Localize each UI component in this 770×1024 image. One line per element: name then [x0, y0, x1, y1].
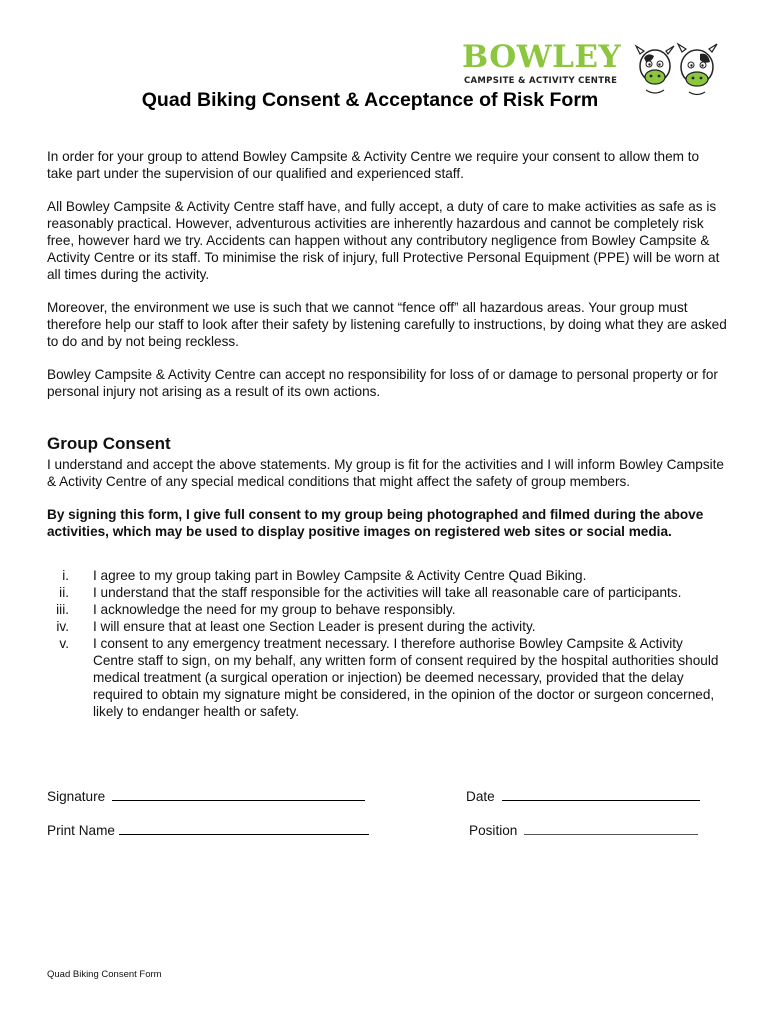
responsibility-paragraph: Bowley Campsite & Activity Centre can accept no responsibility for loss of or damage to personal property or for personal injury not arising as a result of its own actions. [47, 367, 718, 399]
duty-of-care-paragraph: All Bowley Campsite & Activity Centre staff have, and fully accept, a duty of care to make activities as safe as is reasonably practical. However, adventurous activities are inherently hazardous and cannot be completely risk free, however hard we try. Accidents can happen without any contributory negligence from Bowley Campsite & Activity Centre or its staff. To minimise the risk of injury, full Protective Personal Equipment (PPE) will be worn at all times during the activity. [47, 199, 720, 282]
page-footer: Quad Biking Consent Form [47, 969, 162, 980]
signature-field [47, 786, 365, 804]
logo-wordmark: BOWLEY [462, 39, 622, 75]
list-item-text: I acknowledge the need for my group to behave responsibly. [93, 602, 456, 617]
print-name-label: Print Name [47, 823, 115, 838]
date-label: Date [466, 789, 495, 804]
page-title: Quad Biking Consent & Acceptance of Risk Form [141, 89, 599, 111]
list-item [47, 584, 727, 601]
group-consent-heading: Group Consent [47, 434, 171, 453]
list-item [47, 601, 727, 618]
intro-paragraph: In order for your group to attend Bowley Campsite & Activity Centre we require your consent to allow them to take part under the supervision of our qualified and experienced staff. [47, 149, 700, 181]
list-item [47, 567, 727, 584]
environment-paragraph: Moreover, the environment we use is such that we cannot “fence off” all hazardous areas. Your group must therefore help our staff to look after their safety by listening carefully to instructions, by doing what they are asked to do and by not being reckless. [47, 300, 727, 349]
list-item [47, 635, 727, 720]
list-item-text: I understand that the staff responsible for the activities will take all reasonable care of participants. [93, 585, 682, 600]
signature-label: Signature [47, 789, 106, 804]
group-consent-statement: I understand and accept the above statements. My group is fit for the activities and I will inform Bowley Campsite & Activity Centre of any special medical conditions that might affect the safety of group members. [47, 457, 724, 489]
list-item-number: iv. [56, 619, 69, 634]
position-line[interactable] [524, 820, 698, 835]
list-item-text: I consent to any emergency treatment necessary. I therefore authorise Bowley Campsite & Activity Centre staff to sign, on my behalf, any written form of consent required by the hospital authorities should medical treatment (a surgical operation or injection) be deemed necessary, provided that the delay required to obtain my signature might be considered, in the opinion of the doctor or surgeon concerned, likely to endanger health or safety. [93, 636, 719, 719]
list-item-number: iii. [56, 602, 69, 617]
print-name-line[interactable] [119, 820, 369, 835]
list-item [47, 618, 727, 635]
date-field [466, 786, 700, 804]
signature-line[interactable] [112, 786, 365, 801]
list-item-number: i. [62, 568, 69, 583]
print-name-field [47, 820, 369, 838]
consent-list [47, 567, 727, 720]
photo-consent-statement: By signing this form, I give full consent to my group being photographed and filmed during the above activities, which may be used to display positive images on registered web sites or social media. [47, 507, 704, 539]
position-label: Position [469, 823, 518, 838]
date-line[interactable] [502, 786, 700, 801]
list-item-number: v. [59, 636, 69, 651]
list-item-text: I will ensure that at least one Section Leader is present during the activity. [93, 619, 536, 634]
list-item-number: ii. [59, 585, 69, 600]
list-item-text: I agree to my group taking part in Bowley Campsite & Activity Centre Quad Biking. [93, 568, 587, 583]
position-field [469, 820, 698, 838]
logo-tagline: CAMPSITE & ACTIVITY CENTRE [464, 76, 618, 86]
